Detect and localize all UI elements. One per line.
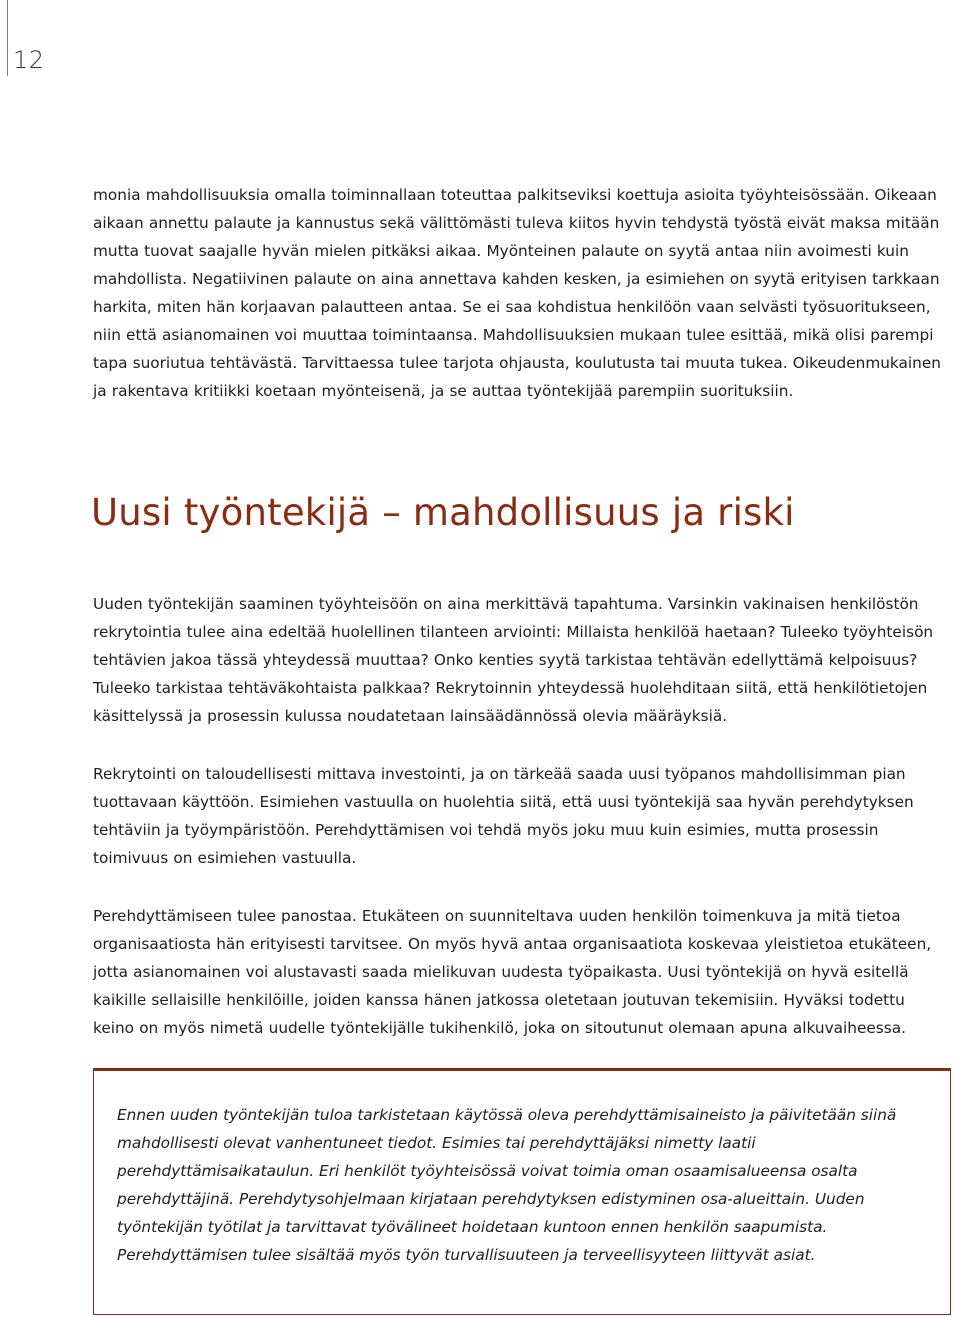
info-box xyxy=(93,1068,951,1315)
section-paragraph-1: Uuden työntekijän saaminen työyhteisöön on aina merkittävä tapahtuma. Varsinkin vakinaisen henkilöstön rekrytointia tulee aina edeltää huolellinen tilanteen arviointi: Millaista henkilöä haetaan? Tuleeko työyhteisön tehtävien jakoa tässä yhteydessä muuttaa? Onko kenties syytä tarkistaa tehtävän edellyttämä kelpoisuus? Tuleeko tarkistaa tehtäväkohtaista palkkaa? Rekrytoinnin yhteydessä huolehditaan siitä, että henkilötietojen käsittelyssä ja prosessin kulussa noudatetaan lainsäädännössä olevia määräyksiä. xyxy=(93,595,934,725)
section-paragraph-2: Rekrytointi on taloudellisesti mittava investointi, ja on tärkeää saada uusi työpanos mahdollisimman pian tuottavaan käyttöön. Esimiehen vastuulla on huolehtia siitä, että uusi työntekijä saa hyvän perehdytyksen tehtäviin ja työympäristöön. Perehdyttämisen voi tehdä myös joku muu kuin esimies, mutta prosessin toimivuus on esimiehen vastuulla. xyxy=(93,765,914,867)
intro-paragraph: monia mahdollisuuksia omalla toiminnallaan toteuttaa palkitseviksi koettuja asioita työyhteisössään. Oikeaan aikaan annettu palaute ja kannustus sekä välittömästi tuleva kiitos hyvin tehdystä työstä eivät maksa mitään mutta tuovat saajalle hyvän mielen pitkäksi aikaa. Myönteinen palaute on syytä antaa niin avoimesti kuin mahdollista. Negatiivinen palaute on aina annettava kahden kesken, ja esimiehen on syytä erityisen tarkkaan harkita, miten hän korjaavan palautteen antaa. Se ei saa kohdistua henkilöön vaan selvästi työsuoritukseen, niin että asianomainen voi muuttaa toimintaansa. Mahdollisuuksien mukaan tulee esittää, mikä olisi parempi tapa suoriutua tehtävästä. Tarvittaessa tulee tarjota ohjausta, koulutusta tai muuta tukea. Oikeudenmukainen ja rakentava kritiikki koetaan myönteisenä, ja se auttaa työntekijää parempiin suorituksiin. xyxy=(93,186,941,400)
section-paragraph-3: Perehdyttämiseen tulee panostaa. Etukäteen on suunniteltava uuden henkilön toimenkuva ja mitä tietoa organisaatiosta hän erityisesti tarvitsee. On myös hyvä antaa organisaatiota koskevaa yleistietoa etukäteen, jotta asianomainen voi alustavasti saada mielikuvan uudesta työpaikasta. Uusi työntekijä on hyvä esitellä kaikille sellaisille henkilöille, joiden kanssa hänen jatkossa oletetaan joutuvan tekemisiin. Hyväksi todettu keino on myös nimetä uudelle työntekijälle tukihenkilö, joka on sitoutunut olemaan apuna alkuvaiheessa. xyxy=(93,907,932,1037)
info-box-text: Ennen uuden työntekijän tuloa tarkistetaan käytössä oleva perehdyttämisaineisto ja päivitetään siinä mahdollisesti olevat vanhentuneet tiedot. Esimies tai perehdyttäjäksi nimetty laatii perehdyttämisaikataulun. Eri henkilöt työyhteisössä voivat toimia oman osaamisalueensa osalta perehdyttäjinä. Perehdytysohjelmaan kirjataan perehdytyksen edistyminen osa-alueittain. Uuden työntekijän työtilat ja tarvittavat työvälineet hoidetaan kuntoon ennen henkilön saapumista. Perehdyttämisen tulee sisältää myös työn turvallisuuteen ja terveellisyyteen liittyvät asiat. xyxy=(117,1106,897,1264)
section-heading: Uusi työntekijä – mahdollisuus ja riski xyxy=(91,491,795,534)
page-margin-rule xyxy=(7,0,8,76)
page-number: 12 xyxy=(13,46,45,74)
